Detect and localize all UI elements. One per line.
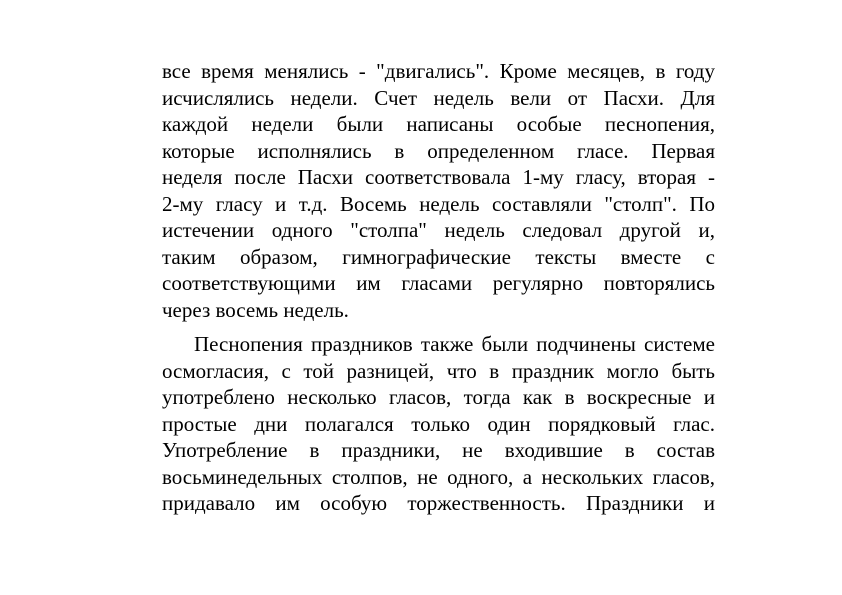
text-line: которые исполнялись в определенном гласе. Первая [162,138,715,163]
text-line: таким образом, гимнографические тексты вместе с [162,244,715,269]
text-line: придавало им особую торжественность. Праздники и [162,491,715,515]
text-line: каждой недели были написаны особые песнопения, [162,112,715,136]
text-line: исчислялись недели. Счет недель вели от Пасхи. Для [162,85,715,110]
text-line: все время менялись - "двигались". Кроме месяцев, в году [162,59,715,83]
paragraph-1 [162,58,715,323]
text-block [162,58,715,517]
text-line: восьминедельных столпов, не одного, а нескольких гласов, [162,464,715,489]
paragraph-2 [162,331,715,517]
text-line: Употребление в праздники, не входившие в состав [162,438,715,462]
text-line: простые дни полагался только один порядковый глас. [162,411,715,436]
text-line: соответствующими им гласами регулярно повторялись [162,271,715,295]
text-line: через восемь недель. [162,297,349,322]
text-line: осмогласия, с той разницей, что в праздник могло быть [162,358,715,383]
text-line: истечении одного "столпа" недель следовал другой и, [162,218,715,242]
text-line: 2-му гласу и т.д. Восемь недель составляли "столп". По [162,191,715,216]
text-line: Песнопения праздников также были подчинены системе [194,332,715,356]
text-line: употреблено несколько гласов, тогда как в воскресные и [162,385,715,409]
text-line: неделя после Пасхи соответствовала 1-му гласу, вторая - [162,165,715,189]
